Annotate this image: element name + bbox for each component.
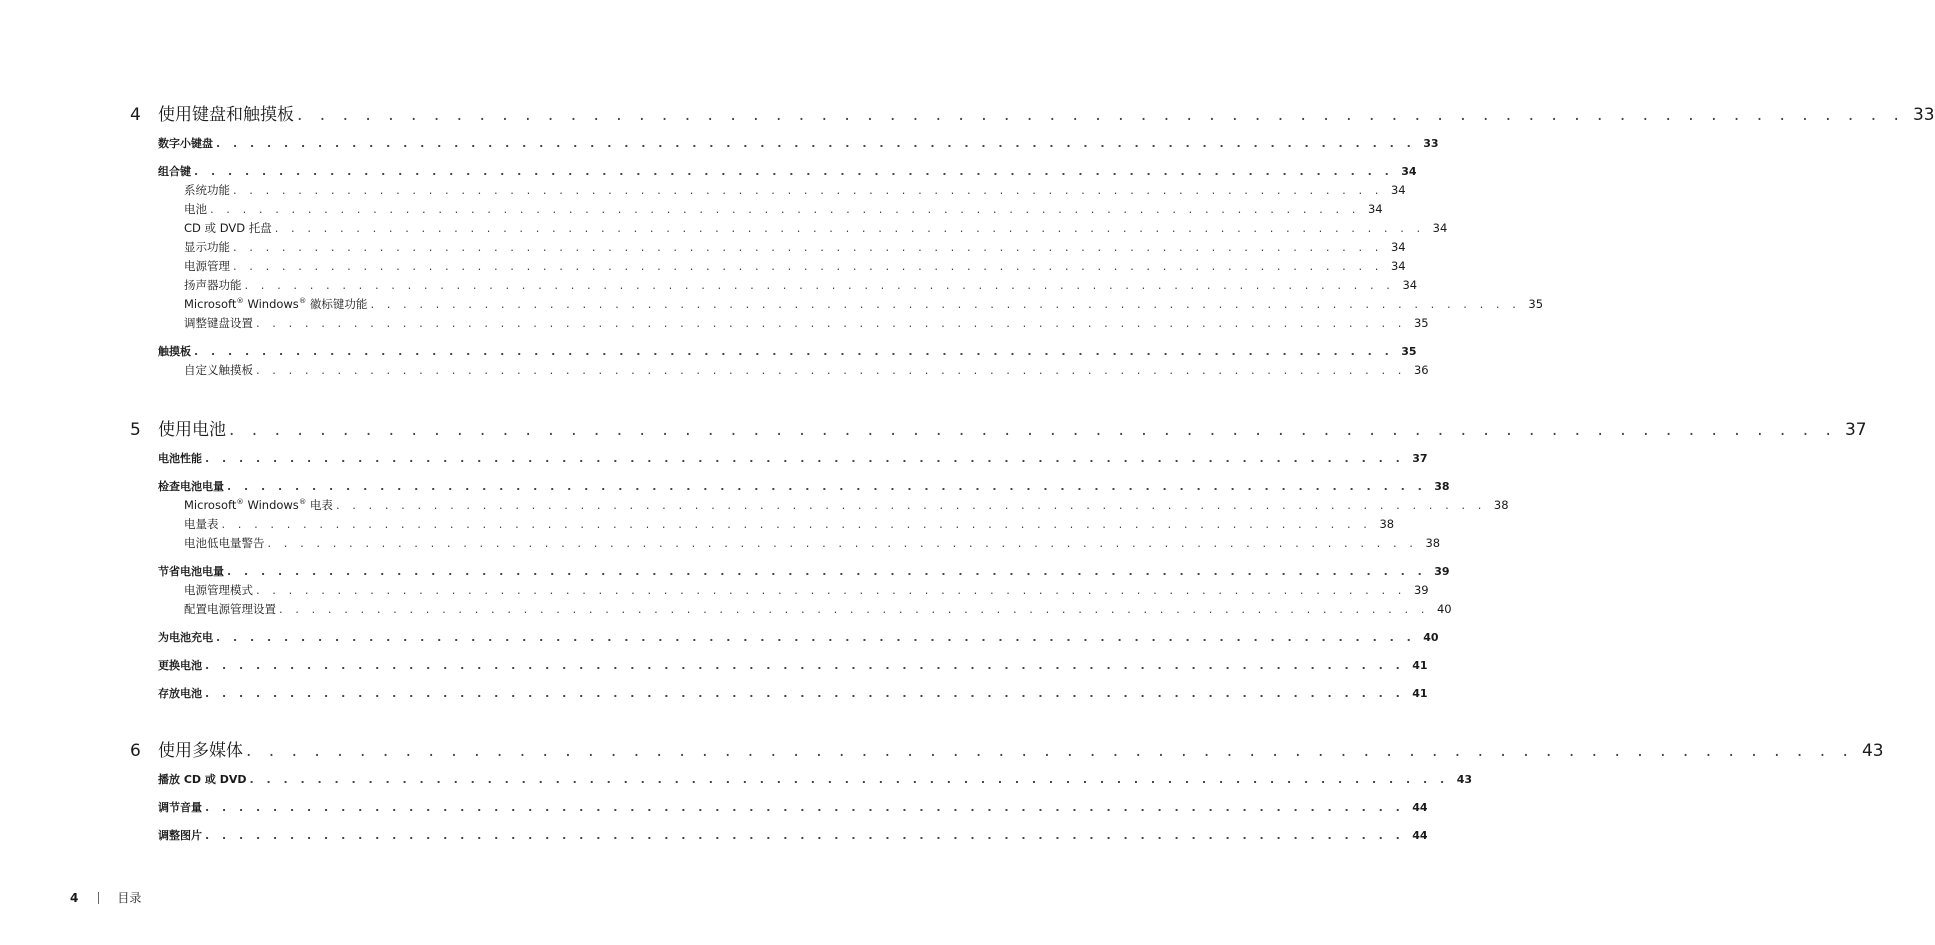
page-number: 43 — [1456, 773, 1473, 786]
page-number: 44 — [1412, 829, 1428, 842]
dot-leader: . . . . . . . . . . . . . . . . . . . . . . . . . . . . . . . . . . . . . . . . . . . . . . . . . . . . . . . . . . . . . . . . . . . . . . . — [233, 183, 1383, 197]
entry-title: 播放 CD 或 DVD — [158, 773, 247, 786]
subsection-entry[interactable] — [184, 201, 1383, 217]
title-part: Microsoft — [184, 498, 237, 512]
subsection-entry[interactable] — [184, 277, 1418, 293]
entry-title: 检查电池电量 — [158, 480, 224, 493]
dot-leader: . . . . . . . . . . . . . . . . . . . . . . . . . . . . . . . . . . . . . . . . . . . . . . . . . . . . . . . . . . . . . . . . . . . . . . . — [216, 137, 1416, 150]
dot-leader: . . . . . . . . . . . . . . . . . . . . . . . . . . . . . . . . . . . . . . . . . . . . . . . . . . . . . . . . . . . . . . . . . . . . . . . — [229, 420, 1837, 440]
entry-title: 扬声器功能 — [184, 278, 242, 292]
subsection-entry[interactable] — [184, 535, 1441, 551]
entry-title: 电量表 — [184, 517, 219, 531]
page-number: 40 — [1423, 631, 1439, 644]
dot-leader: . . . . . . . . . . . . . . . . . . . . . . . . . . . . . . . . . . . . . . . . . . . . . . . . . . . . . . . . . . . . . . . . . . . . . . . — [370, 297, 1521, 311]
page-number: 34 — [1401, 165, 1417, 178]
page-number: 34 — [1402, 278, 1418, 292]
section-entry[interactable] — [158, 478, 1450, 494]
section-entry[interactable] — [158, 343, 1417, 359]
page-number: 37 — [1412, 452, 1428, 465]
dot-leader: . . . . . . . . . . . . . . . . . . . . . . . . . . . . . . . . . . . . . . . . . . . . . . . . . . . . . . . . . . . . . . . . . . . . . . . — [279, 602, 1429, 616]
dot-leader: . . . . . . . . . . . . . . . . . . . . . . . . . . . . . . . . . . . . . . . . . . . . . . . . . . . . . . . . . . . . . . . . . . . . . . . — [194, 345, 1394, 358]
dot-leader: . . . . . . . . . . . . . . . . . . . . . . . . . . . . . . . . . . . . . . . . . . . . . . . . . . . . . . . . . . . . . . . . . . . . . . . — [233, 259, 1383, 273]
entry-title: 电池低电量警告 — [184, 536, 265, 550]
dot-leader: . . . . . . . . . . . . . . . . . . . . . . . . . . . . . . . . . . . . . . . . . . . . . . . . . . . . . . . . . . . . . . . . . . . . . . . — [274, 221, 1425, 235]
page-number: 38 — [1434, 480, 1450, 493]
dot-leader: . . . . . . . . . . . . . . . . . . . . . . . . . . . . . . . . . . . . . . . . . . . . . . . . . . . . . . . . . . . . . . . . . . . . . . . — [205, 659, 1405, 672]
page-number: 35 — [1413, 316, 1429, 330]
page-number: 34 — [1390, 240, 1406, 254]
dot-leader: . . . . . . . . . . . . . . . . . . . . . . . . . . . . . . . . . . . . . . . . . . . . . . . . . . . . . . . . . . . . . . . . . . . . . . . — [256, 583, 1406, 597]
entry-title: 触摸板 — [158, 345, 191, 358]
page-number: 39 — [1413, 583, 1429, 597]
chapter-number: 4 — [130, 105, 141, 125]
dot-leader: . . . . . . . . . . . . . . . . . . . . . . . . . . . . . . . . . . . . . . . . . . . . . . . . . . . . . . . . . . . . . . . . . . . . . . . — [194, 165, 1394, 178]
page-number: 35 — [1528, 297, 1544, 311]
entry-title: 自定义触摸板 — [184, 363, 253, 377]
registered-mark: ® — [298, 296, 307, 306]
entry-title: 存放电池 — [158, 687, 202, 700]
footer-page-number: 4 — [70, 890, 79, 905]
section-entry[interactable] — [158, 771, 1473, 787]
section-entry[interactable] — [158, 827, 1428, 843]
dot-leader: . . . . . . . . . . . . . . . . . . . . . . . . . . . . . . . . . . . . . . . . . . . . . . . . . . . . . . . . . . . . . . . . . . . . . . . — [233, 240, 1383, 254]
page-number: 34 — [1367, 202, 1383, 216]
entry-title: 显示功能 — [184, 240, 230, 254]
dot-leader: . . . . . . . . . . . . . . . . . . . . . . . . . . . . . . . . . . . . . . . . . . . . . . . . . . . . . . . . . . . . . . . . . . . . . . . — [256, 316, 1406, 330]
subsection-entry[interactable] — [184, 258, 1406, 274]
subsection-entry[interactable] — [184, 296, 1544, 312]
page-number: 41 — [1412, 687, 1428, 700]
section-entry[interactable] — [158, 563, 1450, 579]
page-number: 37 — [1844, 420, 1867, 440]
page-footer — [70, 889, 141, 906]
page-number: 35 — [1401, 345, 1417, 358]
subsection-entry[interactable] — [184, 497, 1509, 513]
entry-title: CD 或 DVD 托盘 — [184, 221, 272, 235]
registered-mark: ® — [236, 497, 244, 507]
entry-title: 配置电源管理设置 — [184, 602, 276, 616]
entry-title: 使用多媒体 — [158, 741, 243, 761]
dot-leader: . . . . . . . . . . . . . . . . . . . . . . . . . . . . . . . . . . . . . . . . . . . . . . . . . . . . . . . . . . . . . . . . . . . . . . . — [227, 565, 1427, 578]
entry-title: 电源管理模式 — [184, 583, 253, 597]
section-entry[interactable] — [158, 799, 1428, 815]
page-number: 43 — [1861, 741, 1884, 761]
dot-leader: . . . . . . . . . . . . . . . . . . . . . . . . . . . . . . . . . . . . . . . . . . . . . . . . . . . . . . . . . . . . . . . . . . . . . . . — [244, 278, 1395, 292]
section-entry[interactable] — [158, 657, 1428, 673]
entry-title: 电池 — [184, 202, 207, 216]
footer-separator — [98, 892, 99, 904]
entry-title: 数字小键盘 — [158, 137, 213, 150]
entry-title: 为电池充电 — [158, 631, 213, 644]
subsection-entry[interactable] — [184, 362, 1429, 378]
page-number: 44 — [1412, 801, 1428, 814]
subsection-entry[interactable] — [184, 182, 1406, 198]
dot-leader: . . . . . . . . . . . . . . . . . . . . . . . . . . . . . . . . . . . . . . . . . . . . . . . . . . . . . . . . . . . . . . . . . . . . . . . — [246, 741, 1854, 761]
dot-leader: . . . . . . . . . . . . . . . . . . . . . . . . . . . . . . . . . . . . . . . . . . . . . . . . . . . . . . . . . . . . . . . . . . . . . . . — [205, 687, 1405, 700]
section-entry[interactable] — [158, 163, 1417, 179]
subsection-entry[interactable] — [184, 239, 1406, 255]
page-number: 34 — [1390, 183, 1406, 197]
page-number: 33 — [1912, 105, 1935, 125]
page-number: 41 — [1412, 659, 1428, 672]
dot-leader: . . . . . . . . . . . . . . . . . . . . . . . . . . . . . . . . . . . . . . . . . . . . . . . . . . . . . . . . . . . . . . . . . . . . . . . — [221, 517, 1372, 531]
footer-label: 目录 — [117, 891, 142, 905]
entry-title: 电池性能 — [158, 452, 202, 465]
registered-mark: ® — [236, 296, 244, 306]
dot-leader: . . . . . . . . . . . . . . . . . . . . . . . . . . . . . . . . . . . . . . . . . . . . . . . . . . . . . . . . . . . . . . . . . . . . . . . — [227, 480, 1427, 493]
entry-title: 调整键盘设置 — [184, 316, 253, 330]
dot-leader: . . . . . . . . . . . . . . . . . . . . . . . . . . . . . . . . . . . . . . . . . . . . . . . . . . . . . . . . . . . . . . . . . . . . . . . — [335, 498, 1486, 512]
registered-mark: ® — [298, 497, 307, 507]
entry-title: 调节音量 — [158, 801, 202, 814]
title-part: Microsoft — [184, 297, 237, 311]
dot-leader: . . . . . . . . . . . . . . . . . . . . . . . . . . . . . . . . . . . . . . . . . . . . . . . . . . . . . . . . . . . . . . . . . . . . . . . — [205, 829, 1405, 842]
entry-title: 电源管理 — [184, 259, 230, 273]
title-part: Windows — [243, 498, 299, 512]
chapter-number: 5 — [130, 420, 141, 440]
dot-leader: . . . . . . . . . . . . . . . . . . . . . . . . . . . . . . . . . . . . . . . . . . . . . . . . . . . . . . . . . . . . . . . . . . . . . . . — [216, 631, 1416, 644]
section-entry[interactable] — [158, 629, 1439, 645]
dot-leader: . . . . . . . . . . . . . . . . . . . . . . . . . . . . . . . . . . . . . . . . . . . . . . . . . . . . . . . . . . . . . . . . . . . . . . . — [256, 363, 1406, 377]
dot-leader: . . . . . . . . . . . . . . . . . . . . . . . . . . . . . . . . . . . . . . . . . . . . . . . . . . . . . . . . . . . . . . . . . . . . . . . — [249, 773, 1449, 786]
title-part: 电表 — [306, 498, 333, 512]
dot-leader: . . . . . . . . . . . . . . . . . . . . . . . . . . . . . . . . . . . . . . . . . . . . . . . . . . . . . . . . . . . . . . . . . . . . . . . — [297, 105, 1905, 125]
page-number: 38 — [1379, 517, 1395, 531]
title-part: 徽标键功能 — [306, 297, 368, 311]
section-entry[interactable] — [158, 135, 1439, 151]
chapter-number: 6 — [130, 741, 141, 761]
page-number: 34 — [1432, 221, 1448, 235]
page-number: 36 — [1413, 363, 1429, 377]
entry-title — [184, 497, 333, 513]
dot-leader: . . . . . . . . . . . . . . . . . . . . . . . . . . . . . . . . . . . . . . . . . . . . . . . . . . . . . . . . . . . . . . . . . . . . . . . — [267, 536, 1418, 550]
page-number: 34 — [1390, 259, 1406, 273]
chapter-entry[interactable] — [130, 415, 1867, 440]
chapter-entry[interactable] — [130, 736, 1884, 761]
entry-title: 组合键 — [158, 165, 191, 178]
entry-title: 使用电池 — [158, 420, 226, 440]
page-number: 39 — [1434, 565, 1450, 578]
entry-title: 更换电池 — [158, 659, 202, 672]
title-part: Windows — [243, 297, 299, 311]
subsection-entry[interactable] — [184, 220, 1448, 236]
dot-leader: . . . . . . . . . . . . . . . . . . . . . . . . . . . . . . . . . . . . . . . . . . . . . . . . . . . . . . . . . . . . . . . . . . . . . . . — [205, 801, 1405, 814]
subsection-entry[interactable] — [184, 315, 1429, 331]
page-number: 38 — [1425, 536, 1441, 550]
chapter-entry[interactable] — [130, 100, 1935, 125]
entry-title — [184, 296, 367, 312]
page-number: 38 — [1493, 498, 1509, 512]
entry-title: 节省电池电量 — [158, 565, 224, 578]
subsection-entry[interactable] — [184, 516, 1395, 532]
section-entry[interactable] — [158, 450, 1428, 466]
page-number: 40 — [1436, 602, 1452, 616]
page-number: 33 — [1423, 137, 1439, 150]
dot-leader: . . . . . . . . . . . . . . . . . . . . . . . . . . . . . . . . . . . . . . . . . . . . . . . . . . . . . . . . . . . . . . . . . . . . . . . — [210, 202, 1360, 216]
entry-title: 使用键盘和触摸板 — [158, 105, 294, 125]
entry-title: 调整图片 — [158, 829, 202, 842]
section-entry[interactable] — [158, 685, 1428, 701]
subsection-entry[interactable] — [184, 582, 1429, 598]
entry-title: 系统功能 — [184, 183, 230, 197]
subsection-entry[interactable] — [184, 601, 1452, 617]
dot-leader: . . . . . . . . . . . . . . . . . . . . . . . . . . . . . . . . . . . . . . . . . . . . . . . . . . . . . . . . . . . . . . . . . . . . . . . — [205, 452, 1405, 465]
